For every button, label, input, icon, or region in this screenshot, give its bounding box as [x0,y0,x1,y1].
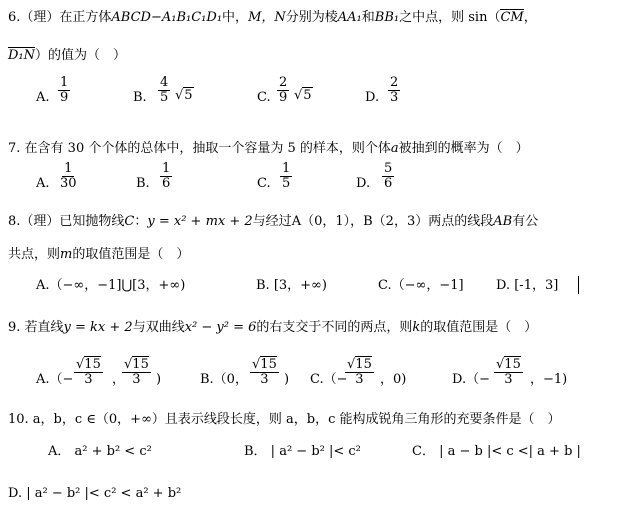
q9-d-denominator: 3 [504,372,513,387]
q9-a-close: ) [156,372,162,387]
q9-d-numerator: √15 [496,357,521,372]
q9-d-radicand: 15 [504,357,521,372]
q6-option-d-label: D. [365,90,380,105]
q8-option-b: B. [3，+∞) [256,278,327,293]
q6-c-radicand: 5 [303,88,312,103]
q9-d-close: ，−1) [530,372,568,387]
q8-m: m [60,247,73,262]
q6-option-d-fraction [388,76,400,105]
q7-option-d-label: D. [356,176,371,191]
q6-a-numerator: 1 [60,75,69,90]
q9-c-close: ，0) [380,372,407,387]
q8-point-b: B（2，3）两点的线段 [363,214,494,229]
q7-b-numerator: 1 [162,161,171,176]
q6-minus: − [150,10,162,25]
q9-b-numerator: √15 [252,357,277,372]
q7-option-a-fraction [58,162,79,191]
q9-c-denominator: 3 [355,372,364,387]
q9-c-radicand: 15 [355,357,372,372]
q9-line1 [8,320,537,336]
q6-option-b-label: B. [133,90,147,105]
q7-option-a-label: A. [36,176,50,191]
q6-option-a-label: A. [36,90,50,105]
q9-hyperbola-equation: x² − y² = 6 [184,320,257,335]
q7-text-b: 被抽到的概率为（ ） [398,141,529,156]
q10-option-b: B． | a² − b² |< c² [244,444,361,459]
q7-c-denominator: 5 [282,176,291,191]
q8-c: C [124,214,135,229]
q10-option-d: D. | a² − b² |< c² < a² + b² [8,486,182,501]
q7-b-denominator: 6 [162,176,171,191]
q6-comma: ， [523,10,537,25]
q6-b-radicand: 5 [184,88,193,103]
q9-line-equation: y = kx + 2 [63,320,133,335]
q6-c-numerator: 2 [279,75,288,90]
q9-text-b: 的右支交于不同的两点，则 [256,320,413,335]
q8-text: 8.（理）已知抛物线 [8,214,125,229]
q6-aa1: AA₁ [337,10,362,25]
q6-d-numerator: 2 [390,75,399,90]
q7-c-numerator: 1 [282,161,291,176]
q8-option-d: D. [-1，3] [496,278,559,293]
q7-d-numerator: 5 [384,161,393,176]
q7-option-c-fraction [280,162,292,191]
q6-option-c-fraction [277,76,289,105]
q8-line1 [8,214,538,230]
q9-a-label-text: A. [36,372,50,387]
q9-d-label-text: D. [452,372,467,387]
q8-line2a: 共点，则 [8,247,61,262]
q9-a-f2-denominator: 3 [132,372,141,387]
q6-bb1: BB₁ [374,10,400,25]
q6-mn: M，N [248,10,286,25]
q9-a-f2-radicand: 15 [132,357,149,372]
q6-cm-vector: CM [500,10,524,25]
q6-option-c-label: C. [257,90,271,105]
q9-d-fraction [494,358,523,387]
q7-line1 [8,141,529,157]
q9-option-c-label: C.（− [310,372,348,387]
q10-line1: 10. a，b，c ∈（0，+∞）且表示线段长度，则 a，b，c 能构成锐角三角形的充要条件是（ ） [8,412,561,427]
q8-line2b: 的取值范围是（ ） [72,247,190,262]
q6-b-denominator: 5 [160,90,169,105]
q9-mid: 与双曲线 [132,320,185,335]
q6-line1 [8,10,537,26]
q7-option-c-label: C. [257,176,271,191]
q8-tail: 有公 [512,214,539,229]
q7-option-b-label: B. [136,176,150,191]
q8-mid: 与经过 [252,214,292,229]
q9-a-f1-denominator: 3 [84,372,93,387]
q6-mid3: 之中点，则 sin（ [399,10,501,25]
q10-option-a: A． a² + b² < c² [48,444,152,459]
q6-abcd: ABCD [111,10,151,25]
q9-a-comma: ， [112,372,126,387]
q8-option-a: A.（−∞，−1]⋃[3，+∞) [36,278,186,293]
q10-option-c: C． | a − b |< c <| a + b | [412,444,581,459]
q6-b-numerator: 4 [160,75,169,90]
q6-d-denominator: 3 [390,90,399,105]
q6-option-c-sqrt: √5 [294,88,312,103]
q9-a-fraction-2 [122,358,151,387]
q9-text-a: 9. 若直线 [8,320,64,335]
q6-option-b-fraction [158,76,170,105]
q8-line2 [8,247,189,263]
q6-and: 和 [361,10,375,25]
q7-option-b-fraction [160,162,172,191]
q6-option-a-fraction [58,76,70,105]
q9-c-fraction [345,358,374,387]
q7-d-denominator: 6 [384,176,393,191]
q9-b-close: ) [284,372,290,387]
q6-a-denominator: 9 [60,90,69,105]
q8-ab: AB [493,214,513,229]
q9-option-a-label: A.（− [36,372,74,387]
q9-b-fraction [250,358,279,387]
q8-option-c: C.（−∞，−1] [378,278,464,293]
q7-option-d-fraction [382,162,394,191]
q7-a-numerator: 1 [64,161,73,176]
q9-text-c: 的取值范围是（ ） [420,320,538,335]
q9-a-f1-radicand: 15 [84,357,101,372]
text-cursor [578,276,579,294]
q9-a-f2-numerator: √15 [124,357,149,372]
q9-a-f1-numerator: √15 [76,357,101,372]
q6-end: ）的值为（ ） [35,48,127,63]
q9-c-label-text: C. [310,372,324,387]
q7-var: a [390,141,399,156]
q9-option-d-label: D.（− [452,372,490,387]
q9-b-radicand: 15 [260,357,277,372]
q6-text: 6.（理）在正方体 [8,10,112,25]
q6-mid2: 分别为棱 [285,10,338,25]
q9-k: k [412,320,421,335]
q7-a-denominator: 30 [60,176,77,191]
q9-c-numerator: √15 [347,357,372,372]
q9-a-fraction-1 [74,358,103,387]
q6-a1b1c1d1: A₁B₁C₁D₁ [161,10,223,25]
q6-d1n-vector: D₁N [8,48,36,63]
q6-c-denominator: 9 [279,90,288,105]
q6-line2 [8,48,126,64]
q7-text-a: 7. 在含有 30 个个体的总体中，抽取一个容量为 5 的样本，则个体 [8,141,391,156]
q6-mid1: 中， [222,10,249,25]
q8-equation: y = x² + mx + 2 [147,214,253,229]
q9-option-b-label: B.（0， [200,372,248,387]
q8-colon: ： [134,214,148,229]
q9-b-denominator: 3 [260,372,269,387]
q8-point-a: A（0，1）， [291,214,364,229]
q6-option-b-sqrt: √5 [175,88,193,103]
